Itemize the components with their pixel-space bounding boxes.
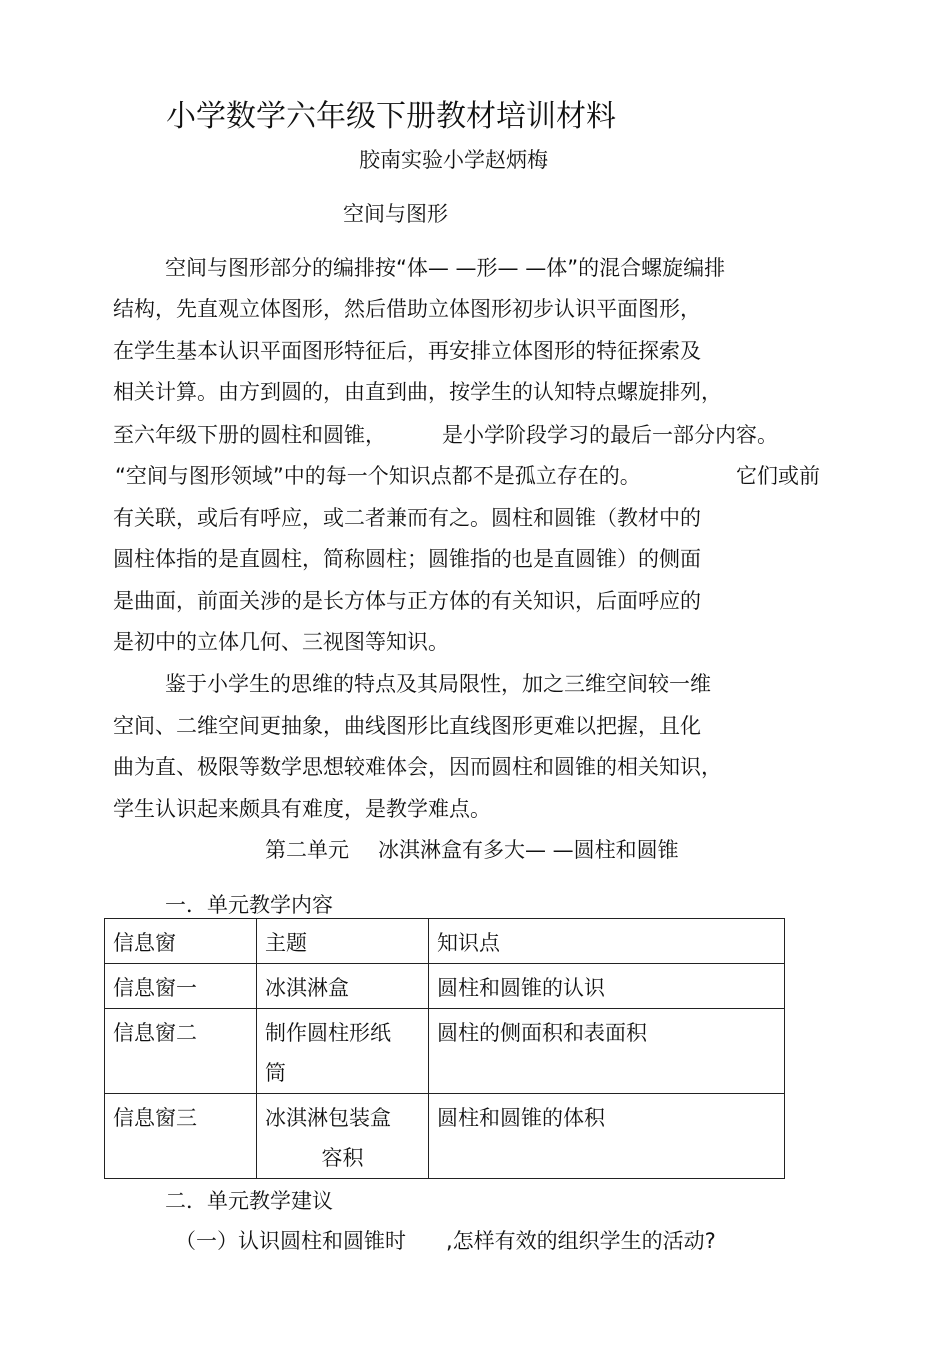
paragraph-line: 是小学阶段学习的最后一部分内容。 bbox=[442, 423, 778, 447]
paragraph-line: 是曲面，前面关涉的是长方体与正方体的有关知识，后面呼应的 bbox=[113, 589, 701, 613]
paragraph-line: 至六年级下册的圆柱和圆锥， bbox=[113, 423, 386, 447]
table-header-cell: 信息窗 bbox=[105, 919, 257, 964]
unit-heading-title: 冰淇淋盒有多大— —圆柱和圆锥 bbox=[378, 838, 679, 862]
table-cell: 圆柱的侧面积和表面积 bbox=[429, 1009, 785, 1094]
paragraph-line: 学生认识起来颇具有难度，是教学难点。 bbox=[113, 797, 491, 821]
document-title: 小学数学六年级下册教材培训材料 bbox=[166, 99, 616, 134]
question-line: （一）认识圆柱和圆锥时 bbox=[175, 1229, 406, 1253]
table-cell: 信息窗二 bbox=[105, 1009, 257, 1094]
paragraph-line: 空间与图形部分的编排按“体— —形— —体”的混合螺旋编排 bbox=[165, 256, 726, 280]
table-cell: 信息窗一 bbox=[105, 964, 257, 1009]
table-cell-line: 容积 bbox=[321, 1146, 364, 1170]
paragraph-line: 有关联，或后有呼应，或二者兼而有之。圆柱和圆锥（教材中的 bbox=[113, 506, 701, 530]
paragraph-line: 它们或前 bbox=[736, 464, 820, 488]
table-header-cell: 主题 bbox=[257, 919, 429, 964]
question-line: ,怎样有效的组织学生的活动? bbox=[446, 1229, 716, 1253]
section-title: 二．单元教学建议 bbox=[165, 1189, 333, 1213]
table-cell-line: 冰淇淋包装盒 bbox=[265, 1106, 391, 1130]
table-row bbox=[105, 1094, 785, 1179]
table-cell-line: 筒 bbox=[265, 1061, 286, 1085]
paragraph-line: 圆柱体指的是直圆柱，简称圆柱；圆锥指的也是直圆锥）的侧面 bbox=[113, 547, 701, 571]
table-header-row bbox=[105, 919, 785, 964]
paragraph-line: 在学生基本认识平面图形特征后，再安排立体图形的特征探索及 bbox=[113, 339, 701, 363]
table-cell-line: 制作圆柱形纸 bbox=[265, 1021, 391, 1045]
table-row bbox=[105, 1009, 785, 1094]
table-cell bbox=[257, 1009, 429, 1094]
table-cell: 圆柱和圆锥的认识 bbox=[429, 964, 785, 1009]
paragraph-line: 是初中的立体几何、三视图等知识。 bbox=[113, 630, 449, 654]
table-cell: 信息窗三 bbox=[105, 1094, 257, 1179]
paragraph-line: 曲为直、极限等数学思想较难体会，因而圆柱和圆锥的相关知识， bbox=[113, 755, 722, 779]
paragraph-line: 相关计算。由方到圆的，由直到曲，按学生的认知特点螺旋排列， bbox=[113, 380, 722, 404]
table-cell: 冰淇淋盒 bbox=[257, 964, 429, 1009]
paragraph-line: 鉴于小学生的思维的特点及其局限性，加之三维空间较一维 bbox=[165, 672, 711, 696]
table-cell: 圆柱和圆锥的体积 bbox=[429, 1094, 785, 1179]
paragraph-line: 结构，先直观立体图形，然后借助立体图形初步认识平面图形， bbox=[113, 297, 701, 321]
unit-content-table bbox=[104, 918, 785, 1179]
paragraph-line: “空间与图形领域”中的每一个知识点都不是孤立存在的。 bbox=[115, 464, 641, 488]
unit-heading-number: 第二单元 bbox=[265, 838, 349, 862]
table-row bbox=[105, 964, 785, 1009]
table-header-cell: 知识点 bbox=[429, 919, 785, 964]
section-title: 一．单元教学内容 bbox=[165, 893, 333, 917]
table-cell bbox=[257, 1094, 429, 1179]
section-heading: 空间与图形 bbox=[343, 202, 448, 226]
author-line: 胶南实验小学赵炳梅 bbox=[359, 148, 548, 172]
paragraph-line: 空间、二维空间更抽象，曲线图形比直线图形更难以把握，且化 bbox=[113, 714, 701, 738]
